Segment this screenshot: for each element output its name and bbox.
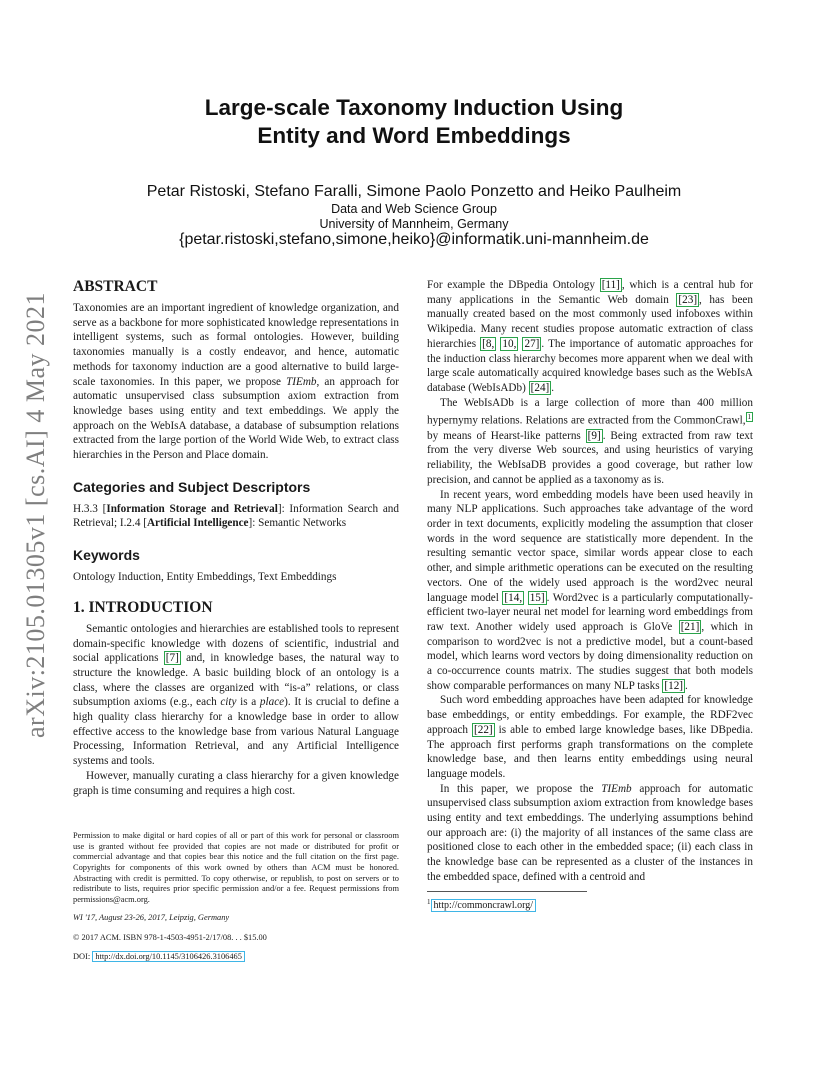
- author-block: [80, 182, 748, 249]
- citation-11[interactable]: [11]: [601, 279, 620, 291]
- keywords-heading: Keywords: [73, 547, 140, 564]
- citation-14[interactable]: [14,: [504, 591, 523, 604]
- introduction-heading: 1. INTRODUCTION: [73, 598, 213, 616]
- intro-paragraph-2: However, manually curating a class hierarchy for a given knowledge graph is time consuming and requires a high cost.: [73, 769, 399, 797]
- left-column: [73, 278, 399, 965]
- venue-info: WI '17, August 23-26, 2017, Leipzig, Germany: [73, 913, 230, 923]
- affiliation-group: Data and Web Science Group: [331, 202, 497, 216]
- body-paragraph-1: For example the DBpedia Ontology [11] , which is a central hub for many applications in the Semantic Web domain [23] , has been manually created based on the most commonly used infoboxes within Wikipedia. Many recent studies propose automatic extraction of class hierarchies [8, 10, 27] . The importance of automatic approaches for the induction class hierarchy becomes more apparent when we deal with large scale automatically acquired knowledge bases such as the WebIsA database (WebIsADb) [24] .: [427, 279, 754, 394]
- citation-21[interactable]: [21]: [680, 620, 700, 633]
- copyright-line: © 2017 ACM. ISBN 978-1-4503-4951-2/17/08. . . $15.00: [73, 933, 267, 943]
- citation-27[interactable]: 27]: [524, 337, 540, 350]
- citation-15[interactable]: 15]: [529, 591, 545, 604]
- arxiv-stamp: [16, 292, 56, 738]
- title-line-2: Entity and Word Embeddings: [257, 123, 571, 148]
- abstract-heading: ABSTRACT: [73, 278, 158, 295]
- categories-heading: Categories and Subject Descriptors: [73, 478, 311, 495]
- citation-22[interactable]: [22]: [474, 723, 493, 736]
- citation-7[interactable]: [7]: [165, 652, 179, 665]
- paper-title: [80, 94, 748, 150]
- doi-link[interactable]: http://dx.doi.org/10.1145/3106426.3106465: [92, 951, 245, 962]
- permission-notice: Permission to make digital or hard copies of all or part of this work for personal or classroom use is granted without fee provided that copies are not made or distributed for profit or commercial advantage and that copies bear this notice and the full citation on the first page. Copyrights for components of this work owned by others than ACM must be honored. Abstracting with credit is permitted. To copy otherwise, or republish, to post on servers or to redistribute to lists, requires prior specific permission and/or a fee. Request permissions from permissions@acm.org.: [73, 831, 399, 904]
- body-paragraph-4: Such word embedding approaches have been adapted for knowledge base embeddings, or entity embeddings. For example, the RDF2vec approach [22] is able to embed large knowledge bases, like DBpedia. The approach first performs graph transformations on the complete knowledge base, and then learns entity embeddings using neural language models.: [427, 694, 753, 780]
- citation-12[interactable]: [12]: [664, 679, 684, 692]
- body-paragraph-2: The WebIsADb is a large collection of more than 400 million hypernymy relations. Relations are extracted from the CommonCrawl, $^1$ by means of Hearst-like patterns [9] . Being extracted from raw text from the very diverse Web sources, and using heuristics of varying reliability, the WebIsaDB provides a good coverage, but rather low precision, and cannot be applied as a taxonomy as is.: [427, 396, 753, 486]
- citation-23[interactable]: [23]: [678, 293, 698, 306]
- body-paragraph-5: In this paper, we propose the TIEmb approach for automatic unsupervised class subsumption axiom extraction from knowledge bases using entity and text embeddings. The underlying assumptions behind our approach are: (i) the majority of all instances of the same class are positioned close to each other in the embedded space; (ii) each class in the knowledge base can be represented as a cluster of the instances in the embedded space, defined with a centroid and: [427, 782, 753, 883]
- title-line-1: Large-scale Taxonomy Induction Using: [204, 95, 624, 120]
- doi-line: DOI: http://dx.doi.org/10.1145/3106426.3106465: [73, 950, 399, 965]
- body-paragraph-3: In recent years, word embedding models have been used heavily in many NLP applications. Such approaches take advantage of the word order in text documents, explicitly modeling the assumption that closer words in the word sequence are statistically more dependent. In the resulting semantic vector space, similar words appear close to each other, and simple arithmetic operations can be executed on the resulting vectors. One of the widely used approach is the word2vec neural language model [14, 15] . Word2vec is a particularly computationally-efficient two-layer neural net model for learning word embeddings from raw text. Another widely used approach is GloVe [21] , which in comparison to word2vec is not a predictive model, but a count-based model, which learns word vectors by doing dimensionality reduction on a co-occurrence counts matrix. The studies suggest that both models show comparable performances on many NLP tasks [12] .: [427, 488, 754, 692]
- abstract-text: Taxonomies are an important ingredient of knowledge organization, and serve as a backbone for more sophisticated knowledge representations in intelligent systems, such as formal ontologies. However, building taxonomies manually is a costly endeavor, and hence, automatic methods for taxonomy induction are a good alternative to build large-scale taxonomies. In this paper, we propose TIEmb, an approach for automatic unsupervised class subsumption axiom extraction from knowledge bases using entity and text embeddings. We apply the approach on the WebIsA database, a database of subsumption relations extracted from the large portion of the World Wide Web, to extract class hierarchies in the Person and Place domain.: [73, 302, 400, 462]
- affiliation-university: University of Mannheim, Germany: [319, 216, 509, 231]
- citation-10[interactable]: 10,: [502, 337, 517, 350]
- citation-9[interactable]: [9]: [587, 429, 601, 442]
- categories-text: H.3.3 [Information Storage and Retrieval]: Information Search and Retrieval; I.2.4 [Artificial Intelligence]: Semantic Networks: [73, 502, 399, 530]
- author-names: Petar Ristoski, Stefano Faralli, Simone Paolo Ponzetto and Heiko Paulheim: [146, 183, 682, 200]
- arxiv-identifier: arXiv:2105.01305v1 [cs.AI] 4 May 2021: [21, 292, 50, 738]
- intro-paragraph-1: Semantic ontologies and hierarchies are established tools to represent domain-specific knowledge with dozens of scientific, industrial and social applications [7] and, in knowledge bases, the natural way to structure the knowledge. A basic building block of an ontology is a class, where the classes are organized with “is-a” relations, or class subsumption axioms (e.g., each city is a place). It is crucial to define a high quality class hierarchy for a knowledge base in order to allow effective access to the knowledge base from various Natural Language Processing, Information Retrieval, and any Artificial Intelligence systems and tools.: [73, 622, 399, 768]
- commoncrawl-link[interactable]: http://commoncrawl.org/: [431, 899, 537, 912]
- keywords-text: Ontology Induction, Entity Embeddings, Text Embeddings: [73, 571, 337, 584]
- right-column: [427, 278, 753, 912]
- citation-24[interactable]: [24]: [530, 381, 550, 394]
- citation-8[interactable]: [8,: [482, 337, 495, 350]
- footnote-divider: [427, 891, 587, 892]
- author-emails: {petar.ristoski,stefano,simone,heiko}@informatik.uni-mannheim.de: [179, 231, 649, 248]
- footnote-ref-1[interactable]: 1: [747, 413, 751, 422]
- footnote-1: $^1$ http://commoncrawl.org/: [427, 896, 753, 912]
